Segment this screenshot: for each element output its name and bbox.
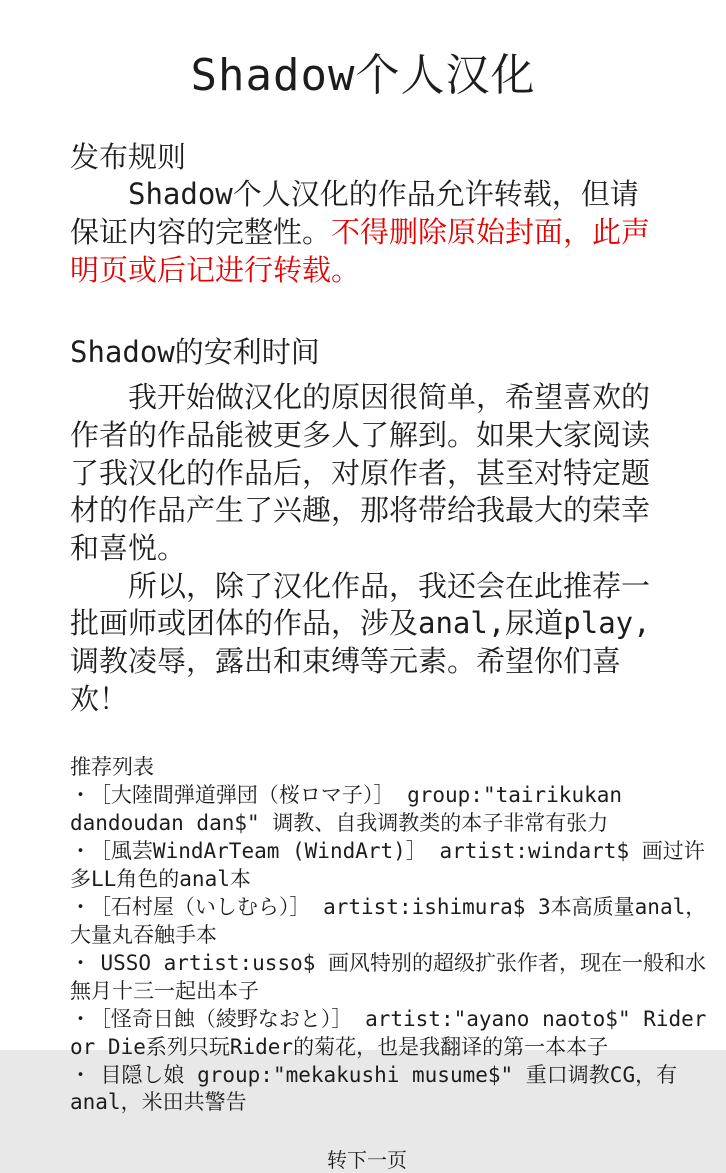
page-title: Shadow个人汉化: [190, 50, 536, 101]
list-item-text: 目隠し娘 group:"mekakushi musume$" 重口调教CG，有anal，米田共警告: [70, 1062, 678, 1115]
recommendation-intro-heading: Shadow的安利时间: [70, 334, 320, 369]
bullet-icon: ・: [70, 783, 91, 808]
list-item: [70, 782, 710, 838]
rules-text: Shadow个人汉化的作品允许转载，但请保证内容的完整性。: [70, 177, 639, 250]
section-recommendation-intro: [70, 334, 664, 719]
bullet-icon: ・: [70, 839, 91, 864]
bullet-icon: ・: [70, 1006, 91, 1031]
list-item-text: ［怪奇日蝕（綾野なおと）］ artist:"ayano naoto$" Rider or Die系列只玩Rider的菊花，也是我翻译的第一本本子: [70, 1006, 707, 1059]
list-item-text: ［石村屋（いしむら）］ artist:ishimura$ 3本高质量anal，大量丸吞触手本: [70, 895, 707, 947]
release-rules-heading: 发布规则: [70, 139, 187, 174]
bullet-icon: ・: [70, 1062, 91, 1087]
section-recommend-list: [70, 754, 710, 1117]
page-content: [0, 139, 726, 1173]
bullet-icon: ・: [70, 950, 91, 975]
list-item: [70, 1006, 710, 1062]
list-item: [70, 950, 710, 1006]
list-item: [70, 1062, 710, 1118]
recommend-list-heading: 推荐列表: [70, 755, 154, 780]
bullet-icon: ・: [70, 895, 91, 920]
section-release-rules: [70, 139, 664, 290]
next-page-label: 转下一页: [327, 1148, 407, 1173]
release-rules-paragraph: [70, 176, 664, 289]
list-item: [70, 894, 710, 950]
intro-paragraph-2: 所以，除了汉化作品，我还会在此推荐一批画师或团体的作品，涉及anal,尿道play,调教凌辱，露出和束缚等元素。希望你们喜欢！: [70, 568, 651, 716]
list-item-text: ［大陸間弾道弾団（桜ロマ子）］ group:"tairikukan dandoudan dan$" 调教、自我调教类的本子非常有张力: [70, 783, 623, 836]
rules-warning-text: 不得删除原始封面，此声明页或后记进行转载。: [70, 215, 651, 287]
list-item-text: ［風芸WindArTeam (WindArt)］ artist:windart$ 画过许多LL角色的anal本: [70, 839, 705, 892]
page-footer: [70, 1147, 664, 1173]
list-item: [70, 838, 710, 894]
list-item-text: USSO artist:usso$ 画风特别的超级扩张作者，现在一般和水無月十三一起出本子: [70, 950, 707, 1003]
intro-paragraph-1: 我开始做汉化的原因很简单，希望喜欢的作者的作品能被更多人了解到。如果大家阅读了我汉化的作品后，对原作者，甚至对特定题材的作品产生了兴趣，那将带给我最大的荣幸和喜悦。: [70, 380, 651, 565]
